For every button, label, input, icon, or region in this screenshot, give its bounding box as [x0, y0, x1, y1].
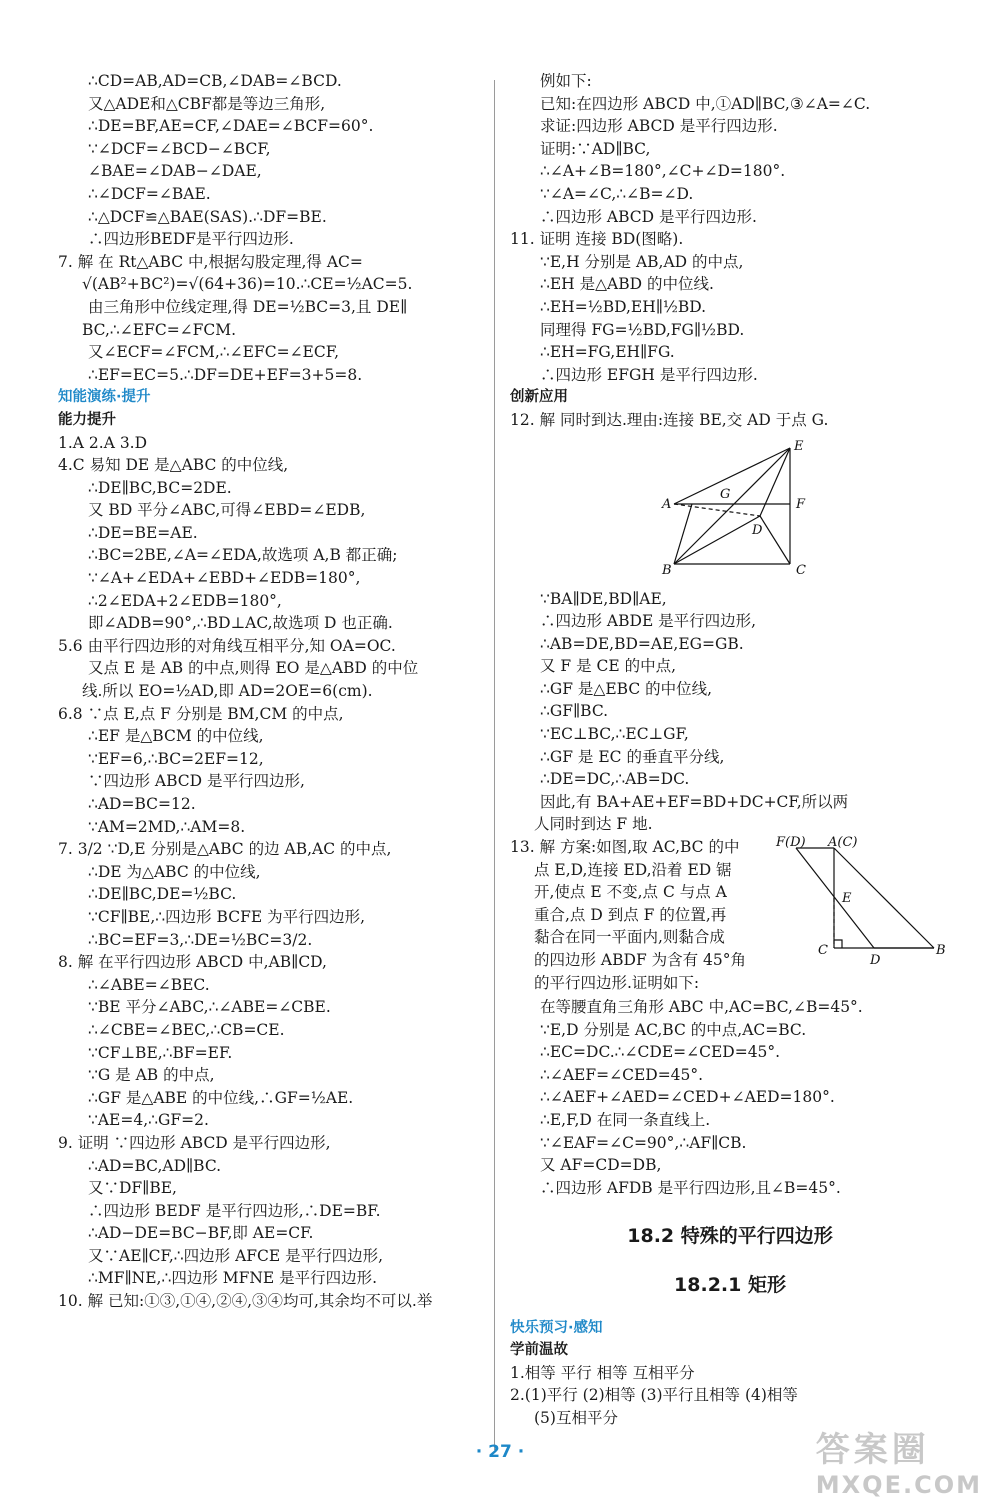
svg-text:F: F: [796, 496, 806, 512]
svg-text:B: B: [662, 562, 672, 578]
text-line: 4.C 易知 DE 是△ABC 的中位线,: [58, 456, 289, 475]
figure-parallelogram-abdf: [766, 836, 946, 971]
text-line: 9. 证明 ∵四边形 ABCD 是平行四边形,: [58, 1133, 331, 1152]
text-line: ∴EF 是△BCM 的中位线,: [88, 727, 264, 746]
text-line: ∵BE 平分∠ABC,∴∠ABE=∠CBE.: [88, 998, 331, 1017]
text-line: ∴∠AEF=∠CED=45°.: [540, 1065, 704, 1084]
watermark-text: 答案圈: [815, 1430, 930, 1470]
svg-text:F(D): F(D): [776, 836, 806, 851]
text-line: ∴EH=FG,EH∥FG.: [540, 343, 675, 362]
text-line: ∴DE∥BC,BC=2DE.: [88, 478, 232, 497]
text-line: ∴AD=BC=12.: [88, 795, 196, 813]
text-line: ∴GF 是△ABE 的中位线,∴GF=½AE.: [88, 1088, 354, 1107]
text-line: 又 F 是 CE 的中点,: [540, 657, 677, 676]
text-line: ∵∠A+∠EDA+∠EBD+∠EDB=180°,: [88, 569, 361, 588]
text-line: ∵AE=4,∴GF=2.: [88, 1111, 209, 1130]
text-line: ∴DE=BE=AE.: [88, 523, 198, 542]
text-line: BC,∴∠EFC=∠FCM.: [82, 320, 237, 339]
text-line: 开,使点 E 不变,点 C 与点 A: [534, 883, 727, 902]
text-line: 例如下:: [540, 72, 592, 90]
text-line: ∵CF∥BE,∴四边形 BCFE 为平行四边形,: [88, 907, 366, 926]
watermark-logo: [816, 1422, 982, 1499]
text-line: ∴四边形BEDF是平行四边形.: [88, 230, 294, 249]
text-line: ∴四边形 EFGH 是平行四边形.: [540, 365, 758, 384]
column-divider: [494, 80, 495, 1450]
text-line: ∴AD=BC,AD∥BC.: [88, 1156, 222, 1175]
text-line: 1.相等 平行 相等 互相平分: [510, 1363, 695, 1382]
text-line: ∵E,H 分别是 AB,AD 的中点,: [540, 252, 744, 271]
text-line: 1.A 2.A 3.D: [58, 433, 148, 452]
text-line: ∴GF 是 EC 的垂直平分线,: [540, 747, 725, 766]
text-line: 求证:四边形 ABCD 是平行四边形.: [540, 117, 778, 136]
text-line: ∴DE∥BC,DE=½BC.: [88, 885, 237, 904]
text-line: ∵四边形 ABCD 是平行四边形,: [88, 772, 305, 791]
svg-text:C: C: [796, 562, 806, 578]
text-line: 人同时到达 F 地.: [534, 815, 653, 834]
text-line: ∴GF∥BC.: [540, 702, 609, 721]
text-line: 12. 解 同时到达.理由:连接 BE,交 AD 于点 G.: [510, 410, 829, 429]
text-line: 7. 3/2 ∵D,E 分别是△ABC 的边 AB,AC 的中点,: [58, 840, 392, 859]
text-line: 又 AF=CD=DB,: [540, 1156, 662, 1175]
text-line: 点 E,D,连接 ED,沿着 ED 锯: [534, 860, 732, 879]
text-line: ∴DE=DC,∴AB=DC.: [540, 770, 690, 789]
text-line: 证明:∵AD∥BC,: [540, 139, 651, 158]
text-line: 的平行四边形.证明如下:: [534, 973, 700, 992]
text-line: 10. 解 已知:①③,①④,②④,③④均可,其余均不可以.举: [58, 1292, 433, 1311]
text-line: ∵CF⊥BE,∴BF=EF.: [88, 1043, 233, 1062]
text-line: ∴CD=AB,AD=CB,∠DAB=∠BCD.: [88, 72, 342, 90]
text-line: 又∠ECF=∠FCM,∴∠EFC=∠ECF,: [88, 343, 339, 362]
svg-text:A: A: [662, 496, 672, 512]
text-line: ∴EH 是△ABD 的中位线.: [540, 275, 714, 294]
text-line: 5.6 由平行四边形的对角线互相平分,知 OA=OC.: [58, 636, 396, 655]
text-line: ∴∠DCF=∠BAE.: [88, 184, 211, 203]
page-number: · 27 ·: [475, 1442, 525, 1462]
text-line: 由三角形中位线定理,得 DE=½BC=3,且 DE∥: [88, 297, 408, 316]
text-line: ∴∠ABE=∠BEC.: [88, 975, 210, 994]
right-column: [510, 70, 950, 1430]
text-line: 8. 解 在平行四边形 ABCD 中,AB∥CD,: [58, 953, 327, 972]
text-line: ∴∠A+∠B=180°,∠C+∠D=180°.: [540, 162, 786, 181]
text-line: ∴2∠EDA+2∠EDB=180°,: [88, 591, 282, 610]
text-line: 又∵DF∥BE,: [88, 1179, 177, 1198]
text-line: ∵EF=6,∴BC=2EF=12,: [88, 749, 264, 768]
text-line: 即∠ADB=90°,∴BD⊥AC,故选项 D 也正确.: [88, 614, 393, 633]
text-line: 6.8 ∵点 E,点 F 分别是 BM,CM 的中点,: [58, 704, 344, 723]
text-line: ∴EF=EC=5.∴DF=DE+EF=3+5=8.: [88, 365, 363, 384]
text-line: √(AB²+BC²)=√(64+36)=10.∴CE=½AC=5.: [82, 275, 413, 294]
text-line: ∴BC=EF=3,∴DE=½BC=3/2.: [88, 930, 313, 949]
text-line: 线.所以 EO=½AD,即 AD=2OE=6(cm).: [82, 682, 373, 701]
text-line: ∴四边形 AFDB 是平行四边形,且∠B=45°.: [540, 1178, 841, 1197]
text-line: 又点 E 是 AB 的中点,则得 EO 是△ABD 的中位: [88, 659, 419, 678]
section-heading: 快乐预习·感知: [510, 1319, 603, 1336]
text-line: 又∵AE∥CF,∴四边形 AFCE 是平行四边形,: [88, 1246, 384, 1265]
text-line: ∴AD−DE=BC−BF,即 AE=CF.: [88, 1224, 314, 1243]
text-line: ∵E,D 分别是 AC,BC 的中点,AC=BC.: [540, 1020, 807, 1039]
chapter-title: 18.2 特殊的平行四边形: [627, 1225, 833, 1248]
text-line: ∴EH=½BD,EH∥½BD.: [540, 297, 707, 316]
text-line: ∵∠A=∠C,∴∠B=∠D.: [540, 184, 694, 203]
text-line: ∴四边形 ABDE 是平行四边形,: [540, 612, 757, 631]
text-line: ∵EC⊥BC,∴EC⊥GF,: [540, 725, 689, 744]
subsection-heading: 能力提升: [58, 411, 116, 428]
text-line: 的四边形 ABDF 为含有 45°角: [534, 951, 747, 969]
text-line: ∵∠EAF=∠C=90°,∴AF∥CB.: [540, 1133, 747, 1152]
svg-text:D: D: [752, 522, 763, 538]
text-line: 已知:在四边形 ABCD 中,①AD∥BC,③∠A=∠C.: [540, 94, 871, 113]
svg-text:C: C: [818, 943, 828, 959]
text-line: 又△ADE和△CBF都是等边三角形,: [88, 94, 326, 113]
svg-text:A(C): A(C): [828, 836, 858, 851]
text-line: ∴EC=DC.∴∠CDE=∠CED=45°.: [540, 1043, 781, 1062]
text-line: 11. 证明 连接 BD(图略).: [510, 230, 684, 249]
text-line: ∴∠CBE=∠BEC,∴CB=CE.: [88, 1020, 285, 1039]
text-line: 因此,有 BA+AE+EF=BD+DC+CF,所以两: [540, 792, 849, 811]
text-line: ∴四边形 BEDF 是平行四边形,∴DE=BF.: [88, 1201, 381, 1220]
text-line: 2.(1)平行 (2)相等 (3)平行且相等 (4)相等: [510, 1386, 798, 1405]
watermark-url: MXQE.COM: [815, 1471, 982, 1499]
text-line: 黏合在同一平面内,则黏合成: [534, 928, 725, 947]
text-line: 又 BD 平分∠ABC,可得∠EBD=∠EDB,: [88, 501, 366, 520]
answer-13-with-figure: [510, 836, 950, 996]
text-line: (5)互相平分: [534, 1408, 618, 1427]
text-line: ∴E,F,D 在同一条直线上.: [540, 1111, 711, 1129]
svg-text:E: E: [794, 438, 804, 454]
answer-block-12-proof: [510, 588, 950, 837]
text-line: 同理得 FG=½BD,FG∥½BD.: [540, 320, 745, 339]
text-line: 13. 解 方案:如图,取 AC,BC 的中: [510, 838, 740, 857]
answer-block-13-text: [510, 836, 760, 994]
text-line: ∵BA∥DE,BD∥AE,: [540, 589, 667, 608]
text-line: ∴AB=DE,BD=AE,EG=GB.: [540, 634, 744, 653]
subsection-heading: 创新应用: [510, 389, 568, 406]
text-line: ∴GF 是△EBC 的中位线,: [540, 679, 713, 698]
svg-text:E: E: [842, 891, 852, 907]
figure-quadrilateral-abcdef: [660, 436, 830, 584]
text-line: ∴四边形 ABCD 是平行四边形.: [540, 207, 757, 226]
text-line: 7. 解 在 Rt△ABC 中,根据勾股定理,得 AC=: [58, 252, 363, 271]
subsection-heading: 学前温故: [510, 1342, 568, 1359]
answer-block-13-proof: [510, 996, 950, 1199]
text-line: ∴DE 为△ABC 的中位线,: [88, 862, 261, 881]
text-line: ∠BAE=∠DAB−∠DAE,: [88, 162, 262, 181]
text-line: ∴MF∥NE,∴四边形 MFNE 是平行四边形.: [88, 1269, 378, 1288]
text-line: ∴△DCF≌△BAE(SAS).∴DF=BE.: [88, 207, 327, 226]
svg-text:B: B: [936, 943, 946, 959]
left-column: [58, 70, 478, 1313]
text-line: ∵G 是 AB 的中点,: [88, 1066, 215, 1085]
section-heading: 知能演练·提升: [58, 389, 151, 406]
text-line: ∵AM=2MD,∴AM=8.: [88, 817, 246, 836]
answer-block-10-12: [510, 70, 950, 432]
text-line: ∵∠DCF=∠BCD−∠BCF,: [88, 139, 271, 158]
preview-section: [510, 1317, 950, 1430]
text-line: ∴DE=BF,AE=CF,∠DAE=∠BCF=60°.: [88, 117, 374, 136]
text-line: ∴BC=2BE,∠A=∠EDA,故选项 A,B 都正确;: [88, 546, 398, 565]
section-title: 18.2.1 矩形: [674, 1273, 786, 1296]
text-line: ∴∠AEF+∠AED=∠CED+∠AED=180°.: [540, 1088, 835, 1107]
text-line: 在等腰直角三角形 ABC 中,AC=BC,∠B=45°.: [540, 998, 863, 1017]
svg-text:G: G: [720, 486, 731, 502]
text-line: 重合,点 D 到点 F 的位置,再: [534, 905, 727, 924]
svg-text:D: D: [870, 953, 881, 969]
